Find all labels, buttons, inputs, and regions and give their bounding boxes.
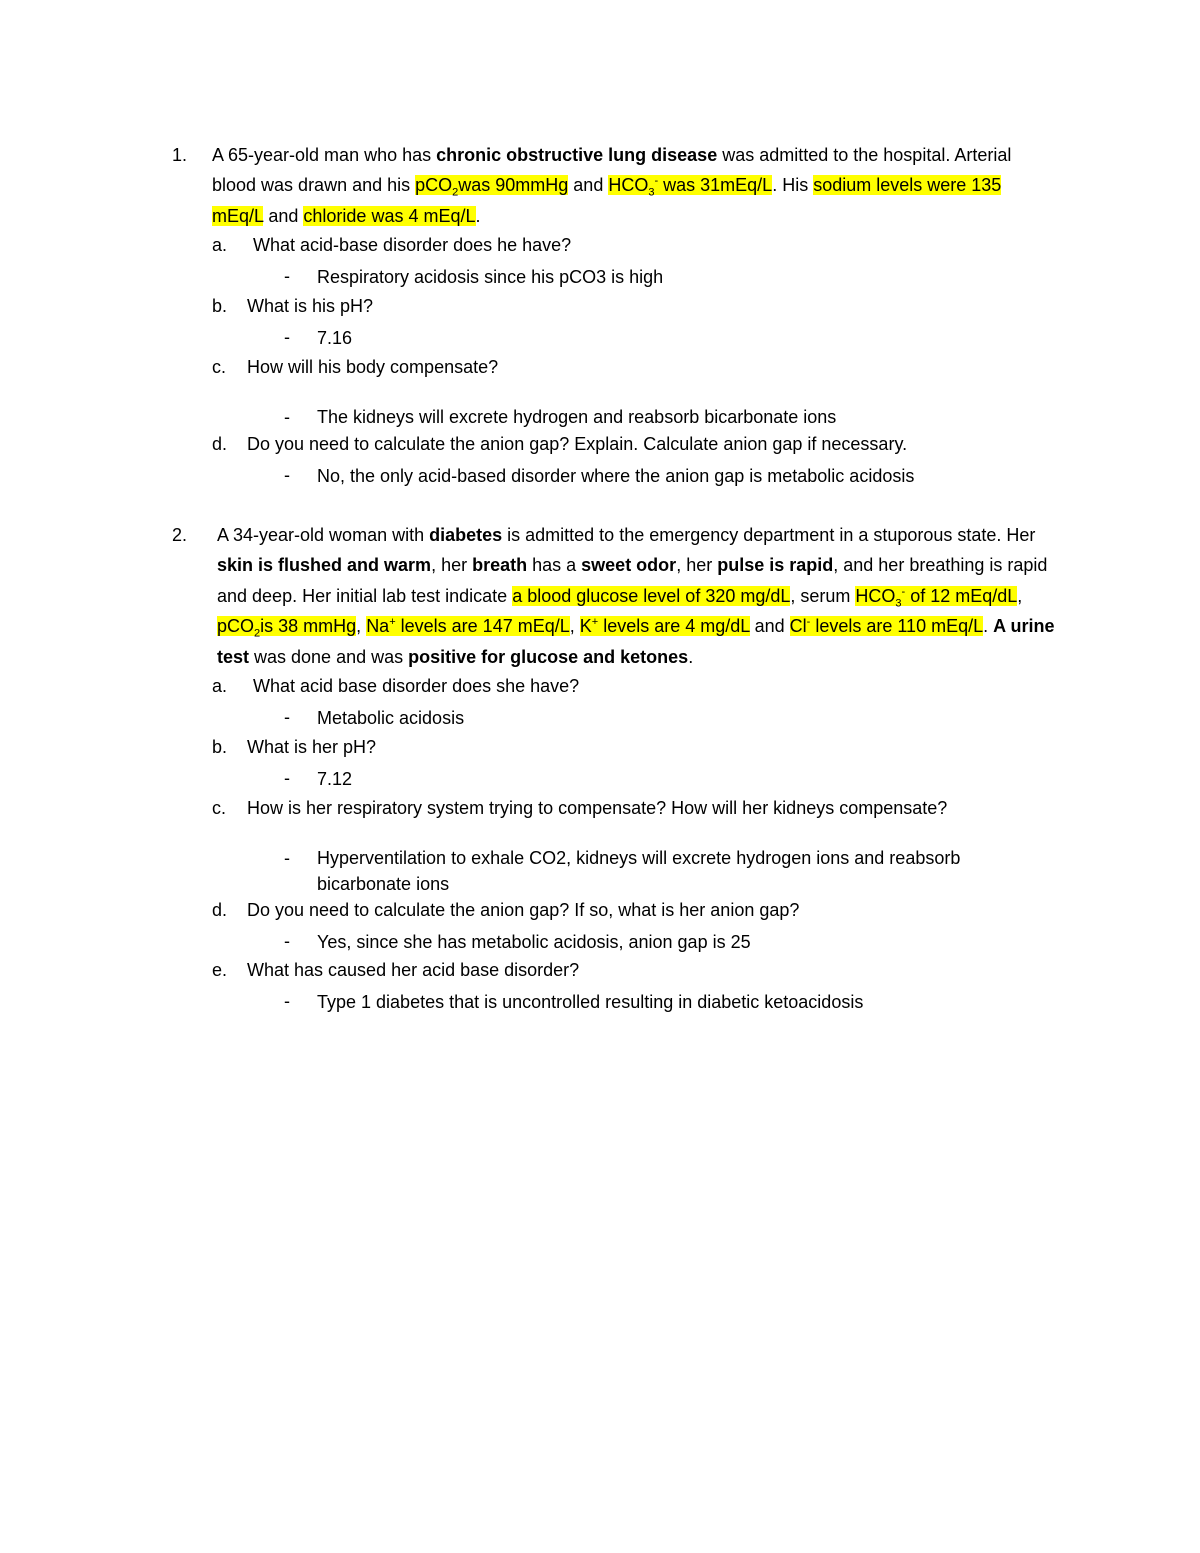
item-answer: 7.12 [317, 769, 353, 789]
item-question: What has caused her acid base disorder? [247, 960, 580, 980]
item-answer: Metabolic acidosis [317, 708, 465, 728]
item-letter: a. [212, 676, 228, 696]
highlight-chloride: Cl- levels are 110 mEq/L [789, 616, 984, 637]
item-letter: c. [212, 798, 227, 818]
item-letter: c. [212, 357, 227, 377]
answer-dash: - [284, 407, 290, 427]
highlight-sodium: sodium levels were 135 mEq/L [212, 175, 1002, 226]
item-question: How will his body compensate? [247, 357, 499, 377]
item-question: What is his pH? [247, 296, 374, 316]
highlight-hco3: $HCO_3^-$ was 31mEq/L [608, 175, 773, 199]
answer-dash: - [284, 465, 290, 485]
item-question: What acid-base disorder does he have? [253, 235, 572, 255]
item-answer: Type 1 diabetes that is uncontrolled resulting in diabetic ketoacidosis [317, 992, 864, 1012]
highlight-pco2: pCO$_2$was 90mmHg [415, 175, 569, 199]
answer-dash: - [284, 707, 290, 727]
item-answer: Respiratory acidosis since his pCO3 is high [317, 267, 664, 287]
item-letter: a. [212, 235, 228, 255]
answer-dash: - [284, 931, 290, 951]
item-question: Do you need to calculate the anion gap? If so, what is her anion gap? [247, 900, 800, 920]
item-answer: 7.16 [317, 328, 353, 348]
item-question: What acid base disorder does she have? [253, 676, 580, 696]
highlight-chloride: chloride was 4 mEq/L [303, 205, 476, 226]
item-question: What is her pH? [247, 737, 377, 757]
item-answer: No, the only acid-based disorder where the anion gap is metabolic acidosis [317, 466, 915, 486]
answer-dash: - [284, 768, 290, 788]
item-letter: b. [212, 737, 228, 757]
item-letter: d. [212, 434, 228, 454]
item-letter: d. [212, 900, 228, 920]
answer-dash: - [284, 266, 290, 286]
item-letter: e. [212, 960, 228, 980]
question-2-number: 2. [172, 525, 188, 545]
question-1-stem: A 65-year-old man who has chronic obstructive lung disease was admitted to the hospital. Arterial blood was drawn and his pCO$_2$was 90mmHg and $HCO_3^-$ was 31mEq/L. His sodium levels were 135 mEq/L and chloride was 4 mEq/L. [212, 145, 1012, 226]
highlight-pco2: pCO$_2$is 38 mmHg [217, 616, 357, 640]
answer-dash: - [284, 327, 290, 347]
answer-dash: - [284, 848, 290, 868]
question-1-number: 1. [172, 145, 188, 165]
item-answer: Hyperventilation to exhale CO2, kidneys will excrete hydrogen ions and reabsorb bicarbonate ions [317, 848, 961, 894]
item-answer: Yes, since she has metabolic acidosis, anion gap is 25 [317, 932, 751, 952]
highlight-hco3: $HCO_3^-$ of 12 mEq/dL [855, 585, 1018, 610]
answer-dash: - [284, 991, 290, 1011]
item-question: How is her respiratory system trying to compensate? How will her kidneys compensate? [247, 798, 948, 818]
item-answer: The kidneys will excrete hydrogen and reabsorb bicarbonate ions [317, 407, 837, 427]
question-2-stem: A 34-year-old woman with diabetes is admitted to the emergency department in a stuporous state. Her skin is flushed and warm, her breath has a sweet odor, her pulse is rapid, and her breathing is rapid and deep. Her initial lab test indicate a blood glucose level of 320 mg/dL, serum $HCO_3^-$ of 12 mEq/dL, pCO$_2$is 38 mmHg, Na+ levels are 147 mEq/L, K+ levels are 4 mg/dL and Cl- levels are 110 mEq/L. A urine test was done and was positive for glucose and ketones. [217, 525, 1055, 667]
item-question: Do you need to calculate the anion gap? Explain. Calculate anion gap if necessary. [247, 434, 908, 454]
item-letter: b. [212, 296, 228, 316]
highlight-sodium: Na+ levels are 147 mEq/L [366, 616, 570, 637]
highlight-glucose: a blood glucose level of 320 mg/dL [512, 585, 791, 606]
highlight-potassium: K+ levels are 4 mg/dL [579, 616, 750, 637]
